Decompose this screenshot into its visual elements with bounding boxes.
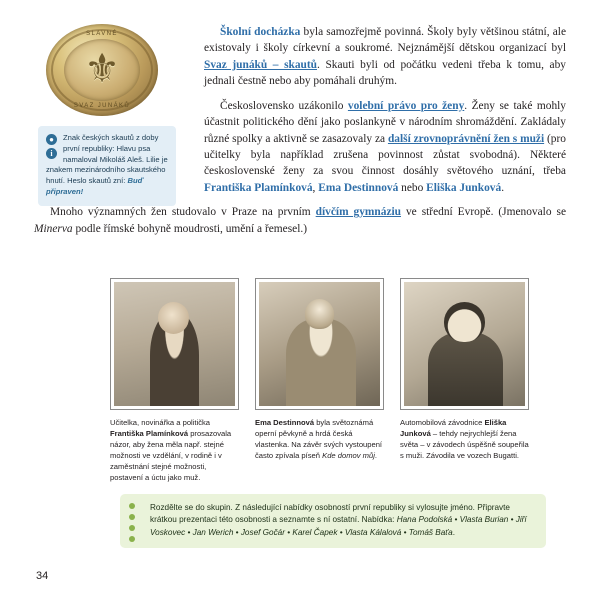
badge-text-bottom: SVAZ JUNÁKŮ	[73, 103, 131, 109]
note-icon-group	[46, 134, 58, 162]
left-column	[34, 24, 186, 206]
dot-icon	[129, 503, 135, 509]
task-text: Rozdělte se do skupin. Z následující nabídky osobností první republiky si vylosujte jméno. Připravte krátkou prezentaci této osobnosti a seznamte s ní ostatní. Nabídka: Hana Podolská • Vlasta Burian • Jiří Voskovec • Jan Werich • Josef Gočár • Karel Čapek • Vlasta Kálalová • Tomáš Baťa.	[150, 503, 527, 537]
photo-caption: Učitelka, novinářka a politička Františka Plamínková prosazovala názor, aby žena měla např. stejné možnosti ve vzdělání, v rodině i v zaměstnání stejné možnosti, postavení a úctu jako muž.	[110, 418, 232, 483]
dot-icon	[129, 514, 135, 520]
paragraph-womens-vote: Československo uzákonilo volební právo pro ženy. Ženy se také mohly účastnit politického dění jako poslankyně v národním shromáždění. Zakládaly různé spolky a aktivně se zasazovaly za další zrovnoprávnění žen s muži (pro učitelky byla například zrušena povinnost zůstat svobodná). Některé československé ženy za svou činnost dosáhly světového uznání, třeba Františka Plamínková, Ema Destinnová nebo Eliška Junková.	[204, 99, 566, 194]
page-number: 34	[36, 570, 49, 582]
inline-italic: Hana Podolská • Vlasta Burian • Jiří Voskovec • Jan Werich • Josef Gočár • Karel Čapek • Vlasta Kálalová • Tomáš Baťa	[150, 515, 527, 537]
dot-icon	[129, 525, 135, 531]
photo-frame	[400, 278, 529, 410]
inline-link[interactable]: dívčím gymnáziu	[315, 206, 401, 219]
inline-bold: Františka Plamínková	[110, 429, 189, 439]
sidebar-note	[38, 126, 176, 206]
photo-row	[110, 278, 530, 483]
inline-italic: Minerva	[34, 222, 73, 235]
badge-text-top: SLAVNÉ	[86, 31, 118, 37]
photo-frame	[110, 278, 239, 410]
photo-column	[255, 278, 384, 483]
paragraph-girls-gymnasium: Mnoho významných žen studovalo v Praze na prvním dívčím gymnáziu ve střední Evropě. (Jmenovalo se Minerva podle římské bohyně moudrosti, umění a řemesel.)	[34, 206, 566, 235]
info-icon: i	[46, 148, 57, 159]
badge-outer-ring	[46, 24, 158, 116]
photo-caption: Automobilová závodnice Eliška Junková – tehdy nejrychlejší žena světa – v závodech úspěšně soupeřila s muži. Závodila ve vozech Bugatti.	[400, 418, 529, 461]
photo-column	[110, 278, 239, 483]
note-motto: Buď připraven!	[46, 176, 144, 196]
inline-highlight: Eliška Junková	[426, 181, 502, 194]
portrait-ema-destinnova	[259, 282, 380, 406]
scout-badge	[46, 24, 158, 116]
note-text: Znak českých skautů z doby první republiky: Hlavu psa namaloval Mikoláš Aleš. Lilie je znakem mezinárodního skautského hnutí. Heslo skautů zní: Buď připraven!	[46, 133, 168, 196]
inline-bold: Eliška Junková	[400, 418, 507, 439]
inline-highlight: Ema Destinnová	[318, 181, 399, 194]
inline-bold: Ema Destinnová	[255, 418, 315, 427]
inline-link[interactable]: volební právo pro ženy	[347, 99, 465, 112]
page-top-section	[34, 24, 566, 260]
photo-caption: Ema Destinnová byla světoznámá operní pěvkyně a hrdá česká vlastenka. Na závěr svých vystoupení často zpívala píseň Kde domov můj.	[255, 418, 383, 461]
task-dot-decoration	[129, 503, 143, 547]
person-icon: ●	[46, 134, 57, 145]
inline-highlight: Školní docházka	[220, 26, 301, 38]
inline-link[interactable]: Svaz junáků – skautů	[204, 58, 318, 71]
photo-column	[400, 278, 529, 483]
portrait-eliska-junkova	[404, 282, 525, 406]
paragraph-school-attendance: Školní docházka byla samozřejmě povinná. Školy byly většinou státní, ale existovaly i školy církevní a soukromé. Nejznámější dětskou organizací byl Svaz junáků – skautů. Skauti byli od počátku vedeni třeba k tomu, aby jednali čestně nebo aby pomáhali druhým.	[204, 26, 566, 88]
dot-icon	[129, 536, 135, 542]
portrait-frantiska-plaminkova	[114, 282, 235, 406]
fleur-de-lis-icon: ⚜	[84, 46, 120, 92]
photo-frame	[255, 278, 384, 410]
task-box	[120, 494, 546, 548]
inline-italic: Kde domov můj	[322, 451, 375, 461]
main-text-column	[204, 24, 566, 196]
inline-highlight: Františka Plamínková	[204, 181, 313, 194]
inline-link[interactable]: další zrovnoprávnění žen s muži	[387, 132, 545, 145]
